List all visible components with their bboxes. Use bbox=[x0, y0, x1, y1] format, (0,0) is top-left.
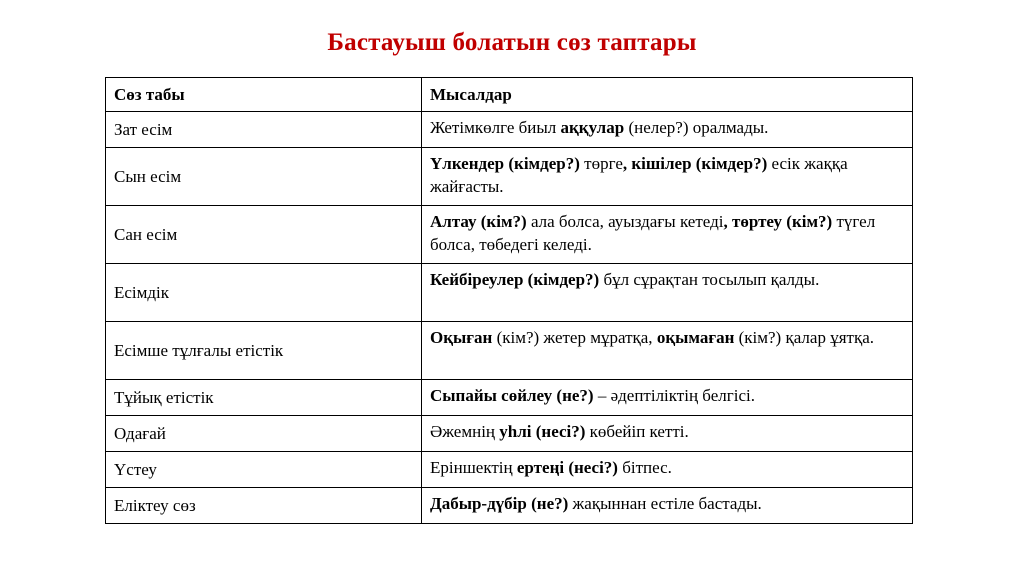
example-text bbox=[430, 386, 755, 405]
part-of-speech-cell: Үстеу bbox=[106, 452, 422, 488]
example-segment: Еріншектің bbox=[430, 458, 517, 477]
example-text bbox=[430, 458, 672, 477]
table-row bbox=[106, 322, 913, 380]
example-text bbox=[430, 154, 848, 196]
table-row bbox=[106, 452, 913, 488]
example-cell bbox=[422, 148, 913, 206]
example-emphasis: уһлі (несі?) bbox=[499, 422, 586, 441]
page-title: Бастауыш болатын сөз таптары bbox=[327, 29, 697, 56]
part-of-speech-cell: Есімше тұлғалы етістік bbox=[106, 322, 422, 380]
example-segment: төрге bbox=[579, 154, 623, 173]
example-emphasis: , кішілер (кімдер?) bbox=[622, 154, 768, 173]
example-emphasis: аққулар bbox=[560, 118, 625, 137]
example-emphasis: Сыпайы сөйлеу (не?) bbox=[430, 386, 594, 405]
example-segment: бұл сұрақтан тосылып қалды. bbox=[599, 270, 820, 289]
table-row bbox=[106, 206, 913, 264]
example-segment: көбейіп кетті. bbox=[585, 422, 689, 441]
part-of-speech-cell: Одағай bbox=[106, 416, 422, 452]
table-row bbox=[106, 148, 913, 206]
part-of-speech-cell: Есімдік bbox=[106, 264, 422, 322]
example-text bbox=[430, 270, 819, 289]
part-of-speech-cell: Сан есім bbox=[106, 206, 422, 264]
part-of-speech-cell: Тұйық етістік bbox=[106, 380, 422, 416]
table-row bbox=[106, 416, 913, 452]
example-emphasis: Оқыған bbox=[430, 328, 493, 347]
table-row bbox=[106, 488, 913, 524]
example-segment: (нелер?) оралмады. bbox=[624, 118, 769, 137]
example-text bbox=[430, 118, 768, 137]
example-segment: бітпес. bbox=[617, 458, 672, 477]
example-emphasis: Үлкендер (кімдер?) bbox=[430, 154, 580, 173]
example-segment: (кім?) жетер мұратқа, bbox=[492, 328, 657, 347]
example-emphasis: ертеңі (несі?) bbox=[516, 458, 618, 477]
column-header-examples: Мысалдар bbox=[422, 78, 913, 112]
example-emphasis: Алтау (кім?) bbox=[430, 212, 527, 231]
example-segment: (кім?) қалар ұятқа. bbox=[734, 328, 875, 347]
example-segment: Әжемнің bbox=[430, 422, 500, 441]
example-cell bbox=[422, 112, 913, 148]
example-segment: түгел болса, төбедегі келеді. bbox=[430, 212, 876, 254]
example-emphasis: Дабыр-дүбір (не?) bbox=[430, 494, 569, 513]
example-cell bbox=[422, 206, 913, 264]
example-segment: жақыннан естіле бастады. bbox=[568, 494, 762, 513]
parts-of-speech-table bbox=[105, 77, 913, 524]
example-cell bbox=[422, 322, 913, 380]
example-text bbox=[430, 328, 874, 347]
example-text bbox=[430, 494, 762, 513]
example-text bbox=[430, 422, 689, 441]
example-cell bbox=[422, 380, 913, 416]
example-cell bbox=[422, 264, 913, 322]
example-cell bbox=[422, 416, 913, 452]
example-cell bbox=[422, 452, 913, 488]
part-of-speech-cell: Зат есім bbox=[106, 112, 422, 148]
example-segment: Жетімкөлге биыл bbox=[430, 118, 561, 137]
table-row bbox=[106, 380, 913, 416]
example-segment: – әдептіліктің белгісі. bbox=[593, 386, 755, 405]
example-segment: есік жаққа жайғасты. bbox=[430, 154, 848, 196]
column-header-part-of-speech: Сөз табы bbox=[106, 78, 422, 112]
example-emphasis: , төртеу (кім?) bbox=[723, 212, 833, 231]
example-text bbox=[430, 212, 875, 254]
table-row bbox=[106, 264, 913, 322]
example-cell bbox=[422, 488, 913, 524]
table-header-row bbox=[106, 78, 913, 112]
table-row bbox=[106, 112, 913, 148]
example-segment: ала болса, ауыздағы кетеді bbox=[526, 212, 724, 231]
part-of-speech-cell: Сын есім bbox=[106, 148, 422, 206]
example-emphasis: оқымаған bbox=[656, 328, 735, 347]
part-of-speech-cell: Еліктеу сөз bbox=[106, 488, 422, 524]
example-emphasis: Кейбіреулер (кімдер?) bbox=[430, 270, 600, 289]
